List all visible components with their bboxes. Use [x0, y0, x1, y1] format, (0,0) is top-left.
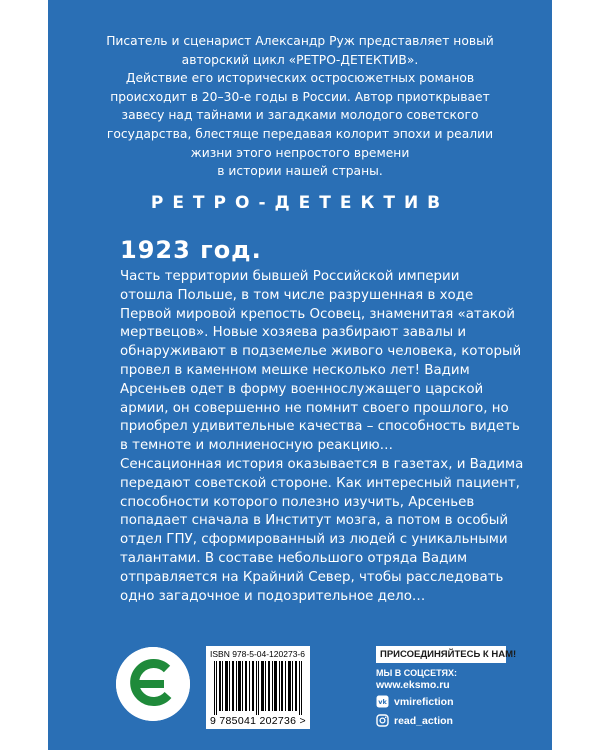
synopsis-line: Сенсационная история оказывается в газетах, и Вадима — [120, 456, 524, 472]
intro-line: Действие его исторических остросюжетных романов — [125, 71, 475, 86]
intro-line: завесу над тайнами и загадками молодого советского — [121, 108, 479, 123]
intro-paragraph — [48, 32, 552, 181]
synopsis-line: обнаруживают в подземелье живого человека, который — [120, 344, 522, 360]
synopsis-line: провел в каменном мешке несколько лет! Вадим — [120, 362, 470, 378]
vk-icon — [376, 695, 389, 708]
social-title — [376, 668, 506, 691]
barcode-number: 9 785041 202736 > — [210, 715, 306, 727]
synopsis-line: одно загадочное и подозрительное дело… — [120, 588, 426, 604]
isbn-text: ISBN 978-5-04-120273-6 — [210, 649, 305, 659]
barcode-icon — [212, 661, 304, 715]
synopsis-line: приобрел удивительные качества – способность видеть — [120, 419, 520, 435]
synopsis — [120, 268, 540, 606]
synopsis-line: талантами. В составе небольшого отряда Вадим — [120, 550, 468, 566]
synopsis-line: способности которого полезно изучить, Арсеньев — [120, 494, 475, 510]
social-block — [376, 646, 517, 729]
join-banner: ПРИСОЕДИНЯЙТЕСЬ К НАМ! — [376, 646, 506, 663]
intro-line: государства, блестяще передавая колорит эпохи и реалии — [106, 126, 494, 141]
synopsis-line: отправляется на Крайний Север, чтобы расследовать — [120, 569, 504, 585]
intro-line: авторский цикл «РЕТРО-ДЕТЕКТИВ». — [181, 52, 419, 67]
synopsis-line: Первой мировой крепость Осовец, знаменитая «атакой — [120, 306, 515, 322]
series-title: РЕТРО-ДЕТЕКТИВ — [150, 193, 450, 213]
synopsis-line: Часть территории бывшей Российской империи — [120, 269, 460, 284]
synopsis-line: попадает сначала в Институт мозга, а потом в особый — [120, 513, 509, 529]
vk-handle: vmirefiction — [394, 695, 454, 708]
synopsis-line: передают советской стороне. Как интересный пациент, — [120, 475, 520, 491]
social-title-line: МЫ В СОЦСЕТЯХ: — [376, 668, 458, 678]
intro-line: в истории нашей страны. — [217, 164, 383, 179]
instagram-row[interactable] — [376, 712, 506, 729]
intro-line: происходит в 20–30-е годы в России. Автор приоткрывает — [110, 89, 490, 104]
year-heading: 1923 год. — [120, 236, 262, 264]
svg-text:vk: vk — [378, 698, 387, 707]
synopsis-line: мертвецов». Новые хозяева разбирают завалы и — [120, 325, 467, 341]
synopsis-line: армии, он совершенно не помнит своего прошлого, но — [120, 400, 509, 416]
vk-row[interactable] — [376, 693, 506, 710]
synopsis-line: отошла Польше, в том числе разрушенная в ходе — [120, 287, 474, 303]
barcode-block — [206, 646, 310, 729]
intro-line: жизни этого непростого времени — [190, 145, 410, 160]
synopsis-line: в темноте и молниеносную реакцию… — [120, 438, 394, 454]
instagram-icon — [376, 714, 389, 727]
synopsis-line: отдел ГПУ, сформированный из людей с уникальными — [120, 532, 508, 548]
synopsis-line: Арсеньев одет в форму военнослужащего царской — [120, 381, 484, 397]
website-link[interactable]: www.eksmo.ru — [376, 679, 450, 691]
publisher-logo-icon — [116, 647, 190, 721]
instagram-handle: read_action — [394, 714, 453, 727]
book-back-cover — [48, 0, 552, 750]
intro-line: Писатель и сценарист Александр Руж представляет новый — [106, 34, 494, 48]
